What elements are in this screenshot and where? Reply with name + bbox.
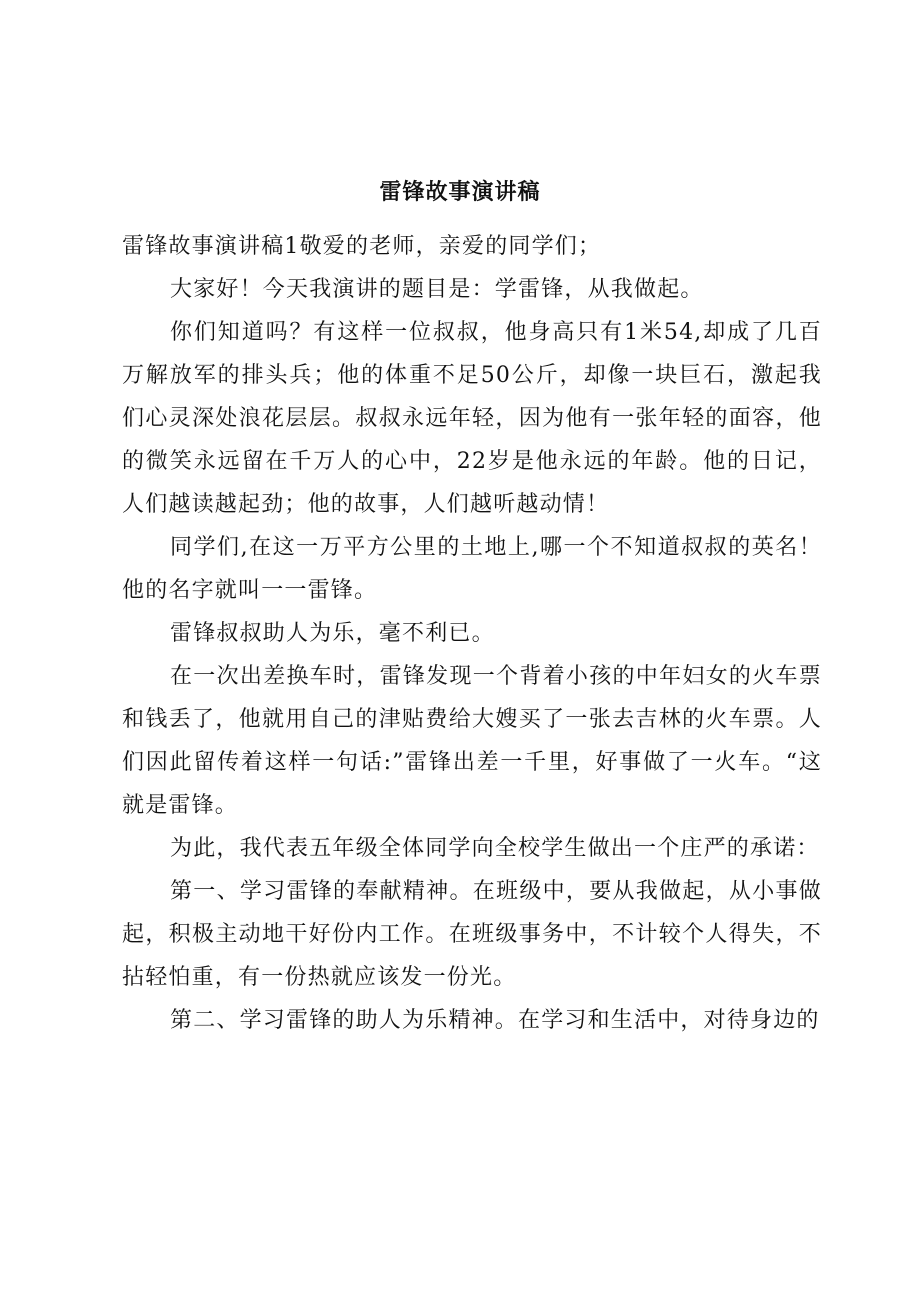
- paragraph-first-point: 第一、学习雷锋的奉献精神。在班级中，要从我做起，从小事做起，积极主动地干好份内工作。在班级事务中，不计较个人得失，不拈轻怕重，有一份热就应该发一份光。: [122, 879, 822, 990]
- document-title: 雷锋故事演讲稿: [379, 180, 541, 205]
- paragraph-greeting: 雷锋故事演讲稿1敬爱的老师，亲爱的同学们；: [122, 234, 602, 259]
- paragraph-story: 在一次出差换车时，雷锋发现一个背着小孩的中年妇女的火车票和钱丢了，他就用自己的津贴费给大嫂买了一张去吉林的火车票。人们因此留传着这样一句话:”雷锋出差一千里，好事做了一火车。“这就是雷锋。: [122, 664, 822, 818]
- paragraph-helping: 雷锋叔叔助人为乐，毫不利已。: [170, 621, 495, 646]
- paragraph-intro: 大家好！今天我演讲的题目是：学雷锋，从我做起。: [170, 277, 704, 302]
- document-body: [122, 225, 822, 1042]
- paragraph-second-point: 第二、学习雷锋的助人为乐精神。在学习和生活中，对待身边的: [170, 1008, 820, 1033]
- paragraph-description: 你们知道吗？有这样一位叔叔，他身高只有1米54,却成了几百万解放军的排头兵；他的体重不足50公斤，却像一块巨石，激起我们心灵深处浪花层层。叔叔永远年轻，因为他有一张年轻的面容，他的微笑永远留在千万人的心中，22岁是他永远的年龄。他的日记，人们越读越起劲；他的故事，人们越听越动情！: [122, 320, 822, 517]
- paragraph-name: 同学们,在这一万平方公里的土地上,哪一个不知道叔叔的英名！他的名字就叫一一雷锋。: [122, 535, 822, 603]
- paragraph-pledge: 为此，我代表五年级全体同学向全校学生做出一个庄严的承诺：: [170, 836, 820, 861]
